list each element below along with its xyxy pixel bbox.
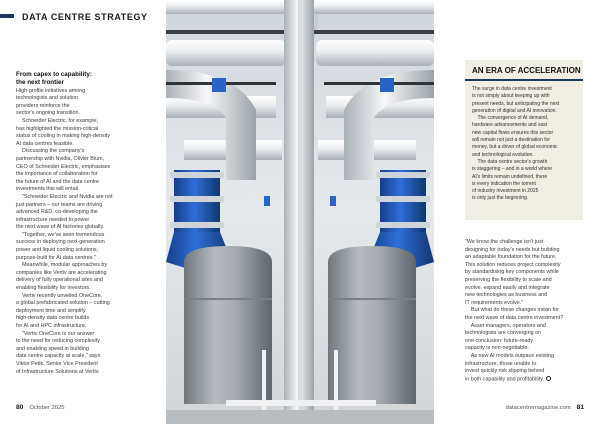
text-line: deployment time and simplify xyxy=(16,307,86,314)
text-line: infrastructure, those unable to xyxy=(465,360,537,367)
text-line: Asset managers, operators and xyxy=(465,322,546,329)
subheading-line: the next frontier xyxy=(16,79,64,87)
text-line: is every indication the torrent xyxy=(472,180,536,187)
text-line: preserving the flexibility to scale and xyxy=(465,276,552,283)
text-line: and enabling speed in building xyxy=(16,345,89,352)
text-line: infrastructure needed to power xyxy=(16,216,90,223)
text-line: Schneider Electric, for example, xyxy=(16,117,99,124)
left-article-column xyxy=(16,71,161,376)
text-line: has highlighted the mission-critical xyxy=(16,125,99,132)
text-line: status of cooling in making high-density xyxy=(16,133,111,140)
section-title: DATA CENTRE STRATEGY xyxy=(22,12,148,22)
text-line: by standardising key components while xyxy=(465,269,559,276)
text-line: designing for today's needs but building xyxy=(465,246,560,253)
website-link[interactable]: datacentremagazine.com xyxy=(505,405,571,411)
text-line: the importance of collaboration for xyxy=(16,171,98,178)
sidebar-box xyxy=(465,60,583,220)
text-line: new technologies as business and xyxy=(465,292,548,299)
text-line: and technological evolution. xyxy=(472,151,534,158)
page-number-left: 80 xyxy=(16,404,24,411)
text-line: present needs, but anticipating the next xyxy=(472,100,560,107)
text-line: invest quickly risk slipping behind xyxy=(465,368,545,375)
text-line: "Schneider Electric and Nvidia are not xyxy=(16,193,113,200)
text-line: delivery of fully operational sites and xyxy=(16,277,103,284)
text-line: CEO of Schneider Electric, emphasises xyxy=(16,163,111,170)
text-line: The surge in data centre investment xyxy=(472,86,552,92)
text-line: As new AI models outpace existing xyxy=(465,352,554,359)
text-line: This solution reduces project complexity xyxy=(465,261,561,268)
text-line: IT requirements evolve." xyxy=(465,299,524,306)
text-line: power and liquid cooling solutions, xyxy=(16,247,99,254)
right-article-column xyxy=(465,239,585,384)
text-line: an adaptable foundation for the future. xyxy=(465,254,557,261)
header-accent-bar xyxy=(0,14,14,18)
footer-right xyxy=(506,404,584,411)
text-line: companies like Vertiv are accelerating xyxy=(16,269,107,276)
text-line: is only just the beginning. xyxy=(472,195,529,202)
issue-date: October 2025 xyxy=(29,405,65,411)
text-line: a global prefabricated solution – cutting xyxy=(16,300,110,307)
text-line: hardware advancements and vast xyxy=(472,122,548,129)
text-line: generation of digital and AI innovation. xyxy=(472,107,557,114)
text-line: The data centre sector's growth xyxy=(472,158,548,165)
text-line: money, but a driver of global economic xyxy=(472,144,558,151)
text-line: "Together, we've seen tremendous xyxy=(16,231,105,238)
text-line: of Infrastructure Solutions at Vertiv. xyxy=(16,368,100,375)
section-header xyxy=(0,0,170,30)
text-line: for AI and HPC infrastructure. xyxy=(16,323,87,329)
text-line: purpose-built for AI data centres." xyxy=(16,254,96,261)
end-of-article-icon xyxy=(546,376,551,381)
text-line: will remain not just a destination for xyxy=(472,137,551,144)
text-line: data centre capacity at scale," says xyxy=(16,353,101,360)
subheading-line: From capex to capability: xyxy=(16,71,92,78)
text-line: one conclusion: future-ready xyxy=(465,337,534,344)
text-line: just partners – our teams are driving xyxy=(16,201,103,208)
text-line: advanced R&D, co-developing the xyxy=(16,209,98,216)
text-line: High-profile initiatives among xyxy=(16,87,86,94)
footer-left xyxy=(16,404,64,411)
text-line: high-density data centre builds xyxy=(16,315,90,322)
text-line: providers reinforce the xyxy=(16,102,70,109)
page-number-right: 81 xyxy=(576,404,584,411)
text-line: technologists are converging on xyxy=(465,330,542,337)
text-line: AI's limits remain undefined, there xyxy=(472,173,548,180)
text-line: enabling flexibility for investors. xyxy=(16,285,91,292)
text-line: technologists and solution xyxy=(16,95,79,102)
text-line: "Vertiv OneCore is our answer xyxy=(16,330,95,337)
text-line: Viktor Petik, Senior Vice President xyxy=(16,360,98,367)
text-line: success in deploying next-generation xyxy=(16,239,105,246)
sidebar-box-rule xyxy=(465,79,583,81)
text-line: new capital flows ensures this sector xyxy=(472,129,554,136)
text-line: in both capability and profitability. xyxy=(465,376,585,384)
sidebar-box-text xyxy=(472,86,580,203)
text-line: Discussing the company's xyxy=(16,148,85,155)
left-body-text xyxy=(16,88,161,377)
sidebar-box-title: AN ERA OF ACCELERATION xyxy=(472,66,581,75)
text-line: The convergence of AI demand, xyxy=(472,115,549,122)
text-line: the next wave of AI factories globally. xyxy=(16,224,105,231)
text-line: is staggering – and in a world where xyxy=(472,166,553,173)
text-line: But what do these changes mean for xyxy=(465,307,559,314)
text-line: Vertiv recently unveiled OneCore, xyxy=(16,292,103,299)
text-line: of industry investment in 2025 xyxy=(472,188,539,195)
text-line: capacity is non-negotiable. xyxy=(465,345,529,352)
text-line: partnership with Nvidia, Olivier Blum, xyxy=(16,155,105,162)
data-centre-cooling-plant-photo xyxy=(166,0,434,424)
text-line: investments this will entail. xyxy=(16,186,80,193)
text-line: sector's ongoing transition. xyxy=(16,110,80,117)
text-line: Meanwhile, modular approaches by xyxy=(16,262,108,269)
text-line: evolve, expand easily and integrate xyxy=(465,284,550,291)
text-line: AI data centres feasible. xyxy=(16,140,74,147)
text-line: to the need for reducing complexity xyxy=(16,338,100,345)
text-line: the future of AI and the data centre xyxy=(16,178,100,185)
text-line: is not simply about keeping up with xyxy=(472,93,550,100)
subheading xyxy=(16,71,161,88)
text-line: the next wave of data centre investment? xyxy=(465,314,564,321)
text-line: "We know the challenge isn't just xyxy=(465,239,544,245)
